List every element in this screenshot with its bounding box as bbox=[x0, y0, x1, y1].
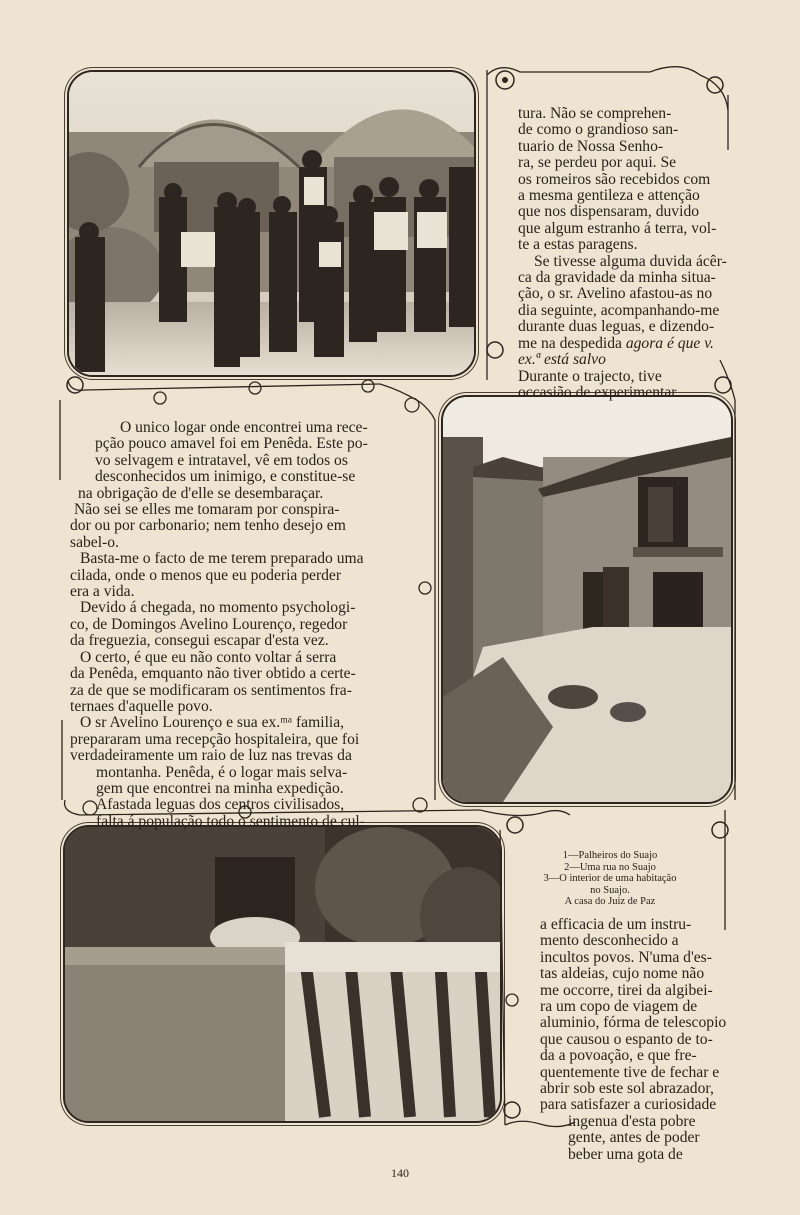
page-number: 140 bbox=[391, 1166, 409, 1180]
text-line: dia seguinte, acompanhando-me bbox=[518, 301, 720, 319]
text-line: vo selvagem e intratavel, vê em todos os bbox=[95, 451, 348, 469]
text-line: que causou o espanto de to- bbox=[540, 1030, 713, 1048]
italic-fragment: agora é que v. bbox=[625, 334, 714, 352]
text-line: que nos dispensaram, duvido bbox=[518, 203, 700, 221]
text-line: dor ou por carbonario; nem tenho desejo em bbox=[70, 517, 346, 535]
text-line: prepararam uma recepção hospitaleira, que foi bbox=[70, 730, 360, 748]
text-line: ção, o sr. Avelino afastou-as no bbox=[518, 285, 713, 303]
left-column bbox=[70, 420, 410, 830]
text-line: sabel-o. bbox=[70, 533, 119, 551]
text-line: co, de Domingos Avelino Lourenço, regedor bbox=[70, 615, 348, 633]
text-line: ca da gravidade da minha situa- bbox=[518, 269, 716, 287]
text-line: ra um copo de viagem de bbox=[540, 998, 698, 1016]
text-line: ingenua d'esta pobre bbox=[568, 1112, 696, 1130]
text-line: tas aldeias, cujo nome não bbox=[540, 965, 705, 983]
text-line: aluminio, fórma de telescopio bbox=[540, 1014, 727, 1032]
text-line: te a estas paragens. bbox=[518, 236, 638, 254]
text-line: da Penêda, emquanto não tiver obtido a certe- bbox=[70, 665, 356, 683]
text-line: Durante o trajecto, tive bbox=[518, 367, 662, 385]
text-line: a mesma gentileza e attenção bbox=[518, 187, 700, 205]
text-line: mento desconhecido a bbox=[540, 932, 679, 950]
text-line: montanha. Penêda, é o logar mais selva- bbox=[96, 763, 348, 781]
text-line: pção pouco amavel foi em Penêda. Este po- bbox=[95, 435, 368, 453]
text-line: Basta-me o facto de me terem preparado uma bbox=[80, 550, 364, 568]
top-right-column bbox=[500, 106, 735, 401]
text-line: da a povoação, e que fre- bbox=[540, 1047, 697, 1065]
text-fragment: me na despedida bbox=[518, 334, 622, 352]
text-line: ternaes d'aquelle povo. bbox=[70, 697, 213, 715]
text-line: me occorre, tirei da algibei- bbox=[540, 981, 713, 999]
caption-line: no Suajo. bbox=[590, 884, 630, 896]
text-line: ra, se perdeu por aqui. Se bbox=[518, 154, 677, 172]
text-line: occasião de experimentar bbox=[518, 383, 677, 401]
italic-fragment: ex.ª está salvo bbox=[518, 351, 606, 369]
text-line: cilada, onde o menos que eu poderia perder bbox=[70, 566, 342, 584]
text-line: para satisfazer a curiosidade bbox=[540, 1096, 717, 1114]
caption-line: 1—Palheiros do Suajo bbox=[562, 850, 658, 861]
text-line: Não sei se elles me tomaram por conspira- bbox=[74, 501, 340, 519]
text-line: era a vida. bbox=[70, 583, 135, 601]
photo-palheiros bbox=[67, 70, 476, 377]
text-line: Se tivesse alguma duvida ácêr- bbox=[534, 252, 727, 270]
text-line: Afastada leguas dos centros civilisados, bbox=[96, 796, 345, 814]
caption-line: A casa do Juiz de Paz bbox=[564, 896, 656, 907]
text-line: de como o grandioso san- bbox=[518, 121, 679, 139]
bottom-right-column bbox=[528, 917, 745, 1163]
text-line bbox=[500, 336, 735, 352]
text-line: falta á população todo o sentimento de cul- bbox=[96, 812, 365, 830]
text-line: abrir sob este sol abrazador, bbox=[540, 1080, 714, 1098]
caption-line: 2—Uma rua no Suajo bbox=[564, 861, 656, 873]
photo-street bbox=[441, 395, 733, 804]
text-line: Devido á chegada, no momento psychologi- bbox=[80, 599, 356, 617]
text-line: tuario de Nossa Senho- bbox=[518, 137, 664, 155]
text-line: za de que se modificaram os sentimentos fra- bbox=[70, 681, 352, 699]
text-line: gem que encontrei na minha expedição. bbox=[96, 779, 344, 797]
text-line: a efficacia de um instru- bbox=[540, 916, 692, 933]
text-line: gente, antes de poder bbox=[568, 1129, 700, 1147]
text-line: tura. Não se comprehen- bbox=[518, 105, 672, 122]
text-line: durante duas leguas, e dizendo- bbox=[518, 318, 715, 336]
text-line bbox=[500, 352, 735, 368]
text-line: O certo, é que eu não conto voltar á serra bbox=[80, 648, 337, 666]
text-line: da freguezia, consegui escapar d'esta vez. bbox=[70, 632, 329, 650]
text-line: verdadeiramente um raio de luz nas trevas da bbox=[70, 747, 352, 765]
photo-captions bbox=[530, 850, 690, 908]
text-line: O unico logar onde encontrei uma rece- bbox=[120, 419, 368, 436]
photo-street-image bbox=[443, 397, 731, 802]
photo-interior bbox=[63, 825, 502, 1123]
text-line: beber uma gota de bbox=[568, 1145, 683, 1163]
text-line: O sr Avelino Lourenço e sua ex.ᵐᵃ familia, bbox=[80, 714, 345, 732]
text-line: os romeiros são recebidos com bbox=[518, 170, 711, 188]
text-line: na obrigação de d'elle se desembaraçar. bbox=[78, 484, 324, 502]
caption-line: 3—O interior de uma habitação bbox=[543, 873, 677, 884]
text-line: desconhecidos um inimigo, e constitue-se bbox=[95, 468, 356, 486]
text-line: incultos povos. N'uma d'es- bbox=[540, 948, 712, 966]
photo-interior-image bbox=[65, 827, 500, 1121]
photo-palheiros-image bbox=[69, 72, 474, 375]
text-line: que algum estranho á terra, vol- bbox=[518, 219, 717, 237]
text-line: quentemente tive de fechar e bbox=[540, 1063, 720, 1081]
